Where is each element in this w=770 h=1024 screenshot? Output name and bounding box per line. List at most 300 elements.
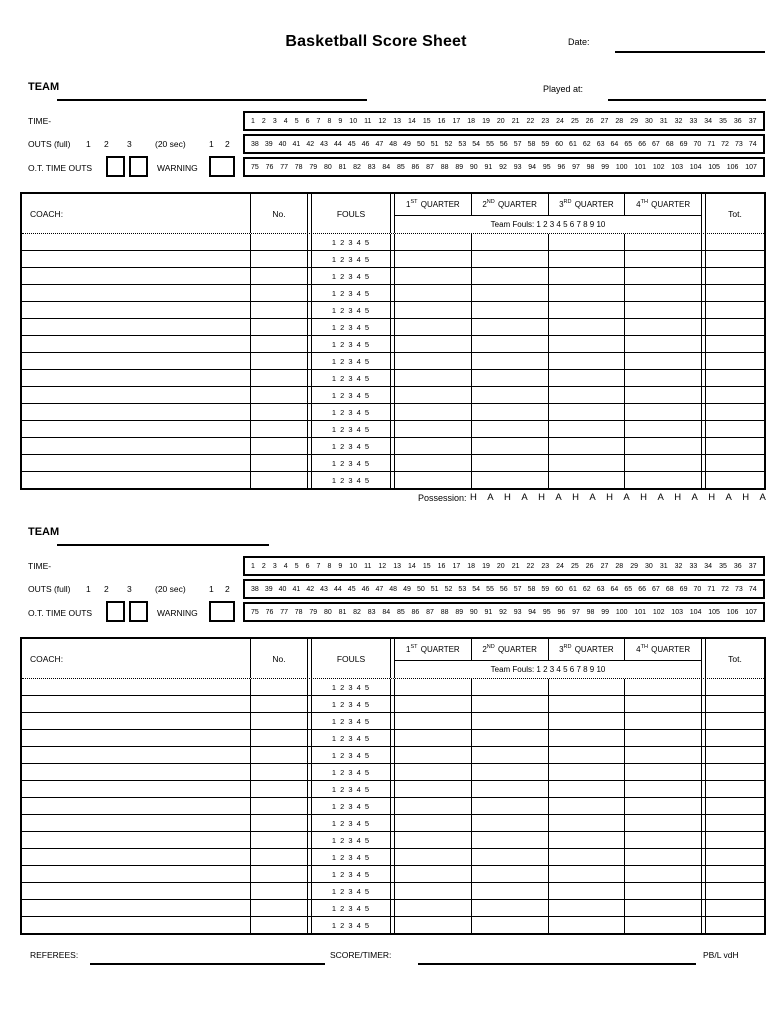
time-number[interactable]: 39 (264, 585, 273, 593)
player-number-cell[interactable] (250, 319, 307, 335)
time-number[interactable]: 58 (527, 140, 536, 148)
outs-full-number-2[interactable]: 2 (104, 584, 109, 594)
quarter-score-cell[interactable] (471, 438, 548, 454)
time-number[interactable]: 102 (652, 608, 665, 616)
player-fouls-cell[interactable]: 1 2 3 4 5 (331, 767, 371, 777)
quarter-score-cell[interactable] (624, 798, 701, 814)
time-number[interactable]: 37 (748, 562, 757, 570)
quarter-score-cell[interactable] (471, 832, 548, 848)
quarter-score-cell[interactable] (548, 251, 625, 267)
time-number[interactable]: 1 (251, 117, 255, 125)
time-number[interactable]: 105 (708, 608, 720, 616)
time-number[interactable]: 17 (452, 117, 461, 125)
player-name-cell[interactable] (22, 285, 250, 301)
time-number[interactable]: 53 (458, 585, 467, 593)
ot-timeout-box-1[interactable] (106, 601, 125, 622)
quarter-score-cell[interactable] (471, 917, 548, 933)
time-number[interactable]: 20 (496, 117, 505, 125)
time-number[interactable]: 80 (323, 163, 332, 171)
quarter-score-cell[interactable] (548, 713, 625, 729)
time-number[interactable]: 18 (467, 562, 476, 570)
player-number-cell[interactable] (250, 302, 307, 318)
possession-letter[interactable]: A (657, 492, 664, 503)
time-number[interactable]: 47 (375, 585, 384, 593)
quarter-score-cell[interactable] (624, 234, 701, 250)
time-number[interactable]: 21 (511, 117, 520, 125)
time-number[interactable]: 77 (280, 608, 288, 616)
time-number[interactable]: 37 (748, 117, 757, 125)
time-number[interactable]: 56 (499, 140, 508, 148)
total-cell[interactable] (706, 302, 764, 318)
player-number-cell[interactable] (250, 679, 307, 695)
quarter-score-cell[interactable] (471, 730, 548, 746)
time-number[interactable]: 85 (396, 608, 405, 616)
quarter-score-cell[interactable] (624, 455, 701, 471)
time-number[interactable]: 12 (378, 562, 387, 570)
quarter-score-cell[interactable] (548, 696, 625, 712)
time-number[interactable]: 18 (467, 117, 476, 125)
quarter-score-cell[interactable] (471, 798, 548, 814)
quarter-score-cell[interactable] (548, 747, 625, 763)
time-number[interactable]: 79 (309, 163, 318, 171)
quarter-score-cell[interactable] (395, 798, 471, 814)
quarter-score-cell[interactable] (548, 285, 625, 301)
time-number[interactable]: 81 (338, 163, 347, 171)
time-number[interactable]: 3 (272, 562, 277, 570)
quarter-score-cell[interactable] (395, 438, 471, 454)
time-number[interactable]: 38 (251, 585, 259, 593)
quarter-score-cell[interactable] (395, 404, 471, 420)
outs-full-number-2[interactable]: 2 (104, 139, 109, 149)
player-fouls-cell[interactable]: 1 2 3 4 5 (331, 733, 371, 743)
time-number[interactable]: 34 (704, 562, 713, 570)
quarter-score-cell[interactable] (624, 370, 701, 386)
time-number[interactable]: 2 (261, 117, 266, 125)
time-number[interactable]: 33 (689, 117, 698, 125)
referees-fill-line[interactable] (90, 963, 325, 965)
player-name-cell[interactable] (22, 438, 250, 454)
time-number[interactable]: 53 (458, 140, 467, 148)
time-number[interactable]: 33 (689, 562, 698, 570)
time-number[interactable]: 13 (393, 117, 402, 125)
player-number-cell[interactable] (250, 798, 307, 814)
quarter-score-cell[interactable] (395, 421, 471, 437)
time-number[interactable]: 41 (292, 140, 301, 148)
time-number[interactable]: 22 (526, 117, 535, 125)
time-number[interactable]: 14 (408, 562, 416, 570)
quarter-score-cell[interactable] (395, 917, 471, 933)
quarter-score-cell[interactable] (395, 696, 471, 712)
quarter-score-cell[interactable] (471, 747, 548, 763)
quarter-score-cell[interactable] (395, 336, 471, 352)
time-number[interactable]: 14 (408, 117, 416, 125)
time-number[interactable]: 92 (499, 608, 507, 616)
time-number[interactable]: 72 (721, 140, 729, 148)
player-number-cell[interactable] (250, 370, 307, 386)
total-cell[interactable] (706, 764, 764, 780)
time-number[interactable]: 57 (513, 585, 522, 593)
possession-letter[interactable]: H (708, 492, 716, 503)
time-number[interactable]: 31 (659, 562, 668, 570)
quarter-score-cell[interactable] (471, 849, 548, 865)
quarter-score-cell[interactable] (471, 883, 548, 899)
time-number[interactable]: 103 (671, 608, 683, 616)
time-number[interactable]: 45 (347, 585, 356, 593)
player-name-cell[interactable] (22, 832, 250, 848)
player-fouls-cell[interactable]: 1 2 3 4 5 (331, 288, 371, 298)
quarter-score-cell[interactable] (395, 883, 471, 899)
player-fouls-cell[interactable]: 1 2 3 4 5 (331, 305, 371, 315)
player-name-cell[interactable] (22, 421, 250, 437)
time-number[interactable]: 103 (671, 163, 683, 171)
time-number[interactable]: 64 (610, 140, 619, 148)
time-number[interactable]: 98 (586, 163, 595, 171)
time-number[interactable]: 27 (600, 117, 609, 125)
time-number[interactable]: 6 (305, 117, 310, 125)
time-number[interactable]: 9 (338, 117, 343, 125)
quarter-score-cell[interactable] (395, 815, 471, 831)
time-number[interactable]: 32 (674, 117, 683, 125)
total-cell[interactable] (706, 696, 764, 712)
time-number[interactable]: 84 (382, 608, 391, 616)
time-number[interactable]: 26 (585, 117, 594, 125)
time-number[interactable]: 87 (426, 163, 434, 171)
time-number[interactable]: 32 (674, 562, 683, 570)
time-number[interactable]: 94 (528, 608, 537, 616)
quarter-score-cell[interactable] (624, 387, 701, 403)
player-number-cell[interactable] (250, 866, 307, 882)
possession-letter[interactable]: A (555, 492, 562, 503)
outs-full-number-1[interactable]: 1 (86, 584, 91, 594)
quarter-score-cell[interactable] (548, 917, 625, 933)
time-number[interactable]: 30 (645, 562, 653, 570)
quarter-score-cell[interactable] (548, 455, 625, 471)
time-number[interactable]: 15 (422, 117, 431, 125)
player-number-cell[interactable] (250, 438, 307, 454)
time-number[interactable]: 85 (396, 163, 405, 171)
time-number[interactable]: 90 (469, 608, 478, 616)
time-number[interactable]: 44 (333, 585, 342, 593)
total-cell[interactable] (706, 832, 764, 848)
quarter-score-cell[interactable] (624, 268, 701, 284)
player-fouls-cell[interactable]: 1 2 3 4 5 (331, 682, 371, 692)
time-number[interactable]: 47 (375, 140, 384, 148)
time-number[interactable]: 36 (733, 117, 742, 125)
player-name-cell[interactable] (22, 764, 250, 780)
quarter-score-cell[interactable] (471, 387, 548, 403)
player-name-cell[interactable] (22, 900, 250, 916)
quarter-score-cell[interactable] (471, 421, 548, 437)
player-name-cell[interactable] (22, 234, 250, 250)
quarter-score-cell[interactable] (548, 679, 625, 695)
quarter-score-cell[interactable] (395, 387, 471, 403)
time-number[interactable]: 43 (320, 140, 328, 148)
player-number-cell[interactable] (250, 472, 307, 488)
time-number[interactable]: 63 (596, 585, 605, 593)
time-number[interactable]: 46 (361, 585, 370, 593)
time-number[interactable]: 59 (541, 140, 550, 148)
player-number-cell[interactable] (250, 251, 307, 267)
quarter-score-cell[interactable] (395, 251, 471, 267)
time-number[interactable]: 13 (393, 562, 402, 570)
player-name-cell[interactable] (22, 696, 250, 712)
player-fouls-cell[interactable]: 1 2 3 4 5 (331, 373, 371, 383)
quarter-score-cell[interactable] (624, 302, 701, 318)
quarter-score-cell[interactable] (624, 764, 701, 780)
quarter-score-cell[interactable] (395, 285, 471, 301)
time-number[interactable]: 106 (726, 163, 739, 171)
time-number[interactable]: 76 (265, 608, 274, 616)
quarter-score-cell[interactable] (624, 730, 701, 746)
total-cell[interactable] (706, 336, 764, 352)
quarter-score-cell[interactable] (548, 438, 625, 454)
time-number[interactable]: 77 (280, 163, 288, 171)
time-number[interactable]: 4 (283, 562, 288, 570)
time-number[interactable]: 90 (469, 163, 478, 171)
total-cell[interactable] (706, 815, 764, 831)
player-number-cell[interactable] (250, 849, 307, 865)
player-name-cell[interactable] (22, 730, 250, 746)
total-cell[interactable] (706, 421, 764, 437)
time-number[interactable]: 66 (638, 140, 646, 148)
quarter-score-cell[interactable] (471, 302, 548, 318)
player-name-cell[interactable] (22, 387, 250, 403)
time-number[interactable]: 75 (251, 163, 259, 171)
time-number[interactable]: 51 (430, 585, 439, 593)
time-number[interactable]: 96 (557, 163, 566, 171)
time-number[interactable]: 25 (570, 117, 579, 125)
time-number[interactable]: 28 (615, 117, 624, 125)
time-number[interactable]: 74 (748, 140, 757, 148)
total-cell[interactable] (706, 679, 764, 695)
quarter-score-cell[interactable] (548, 798, 625, 814)
time-number[interactable]: 3 (272, 117, 277, 125)
quarter-score-cell[interactable] (471, 319, 548, 335)
possession-letter[interactable]: A (623, 492, 630, 503)
player-fouls-cell[interactable]: 1 2 3 4 5 (331, 750, 371, 760)
outs-full-number-3[interactable]: 3 (127, 584, 132, 594)
quarter-score-cell[interactable] (395, 747, 471, 763)
possession-letter[interactable]: H (504, 492, 511, 503)
time-number[interactable]: 95 (542, 608, 551, 616)
player-number-cell[interactable] (250, 883, 307, 899)
time-number[interactable]: 2 (261, 562, 266, 570)
ot-timeout-box-2[interactable] (129, 601, 148, 622)
time-number[interactable]: 65 (624, 140, 633, 148)
quarter-score-cell[interactable] (548, 421, 625, 437)
time-number[interactable]: 40 (278, 585, 287, 593)
time-number[interactable]: 62 (582, 140, 591, 148)
player-fouls-cell[interactable]: 1 2 3 4 5 (331, 390, 371, 400)
outs-full-number-1[interactable]: 1 (86, 139, 91, 149)
time-number[interactable]: 61 (569, 140, 577, 148)
possession-letter[interactable]: A (759, 492, 766, 503)
player-name-cell[interactable] (22, 815, 250, 831)
player-number-cell[interactable] (250, 455, 307, 471)
time-number[interactable]: 69 (679, 140, 688, 148)
total-cell[interactable] (706, 747, 764, 763)
quarter-score-cell[interactable] (471, 679, 548, 695)
possession-letter[interactable]: A (487, 492, 494, 503)
possession-letter[interactable]: A (521, 492, 528, 503)
player-number-cell[interactable] (250, 917, 307, 933)
time-number[interactable]: 80 (323, 608, 332, 616)
time-number[interactable]: 64 (610, 585, 619, 593)
time-number[interactable]: 97 (572, 608, 580, 616)
time-number[interactable]: 49 (403, 140, 411, 148)
time-number[interactable]: 21 (511, 562, 520, 570)
quarter-score-cell[interactable] (395, 832, 471, 848)
time-number[interactable]: 93 (513, 608, 522, 616)
total-cell[interactable] (706, 387, 764, 403)
quarter-score-cell[interactable] (548, 764, 625, 780)
time-number[interactable]: 66 (638, 585, 646, 593)
twenty-sec-number-1[interactable]: 1 (209, 139, 214, 149)
possession-letter[interactable]: H (742, 492, 750, 503)
quarter-score-cell[interactable] (395, 234, 471, 250)
twenty-sec-number-1[interactable]: 1 (209, 584, 214, 594)
time-number[interactable]: 15 (422, 562, 431, 570)
quarter-score-cell[interactable] (471, 455, 548, 471)
quarter-score-cell[interactable] (471, 900, 548, 916)
time-number[interactable]: 16 (437, 562, 446, 570)
time-number[interactable]: 11 (364, 562, 372, 570)
quarter-score-cell[interactable] (624, 866, 701, 882)
player-number-cell[interactable] (250, 234, 307, 250)
time-number[interactable]: 70 (693, 140, 702, 148)
player-number-cell[interactable] (250, 404, 307, 420)
time-number[interactable]: 49 (403, 585, 411, 593)
player-fouls-cell[interactable]: 1 2 3 4 5 (331, 835, 371, 845)
total-cell[interactable] (706, 353, 764, 369)
quarter-score-cell[interactable] (395, 730, 471, 746)
time-number[interactable]: 60 (555, 140, 564, 148)
quarter-score-cell[interactable] (395, 472, 471, 488)
quarter-score-cell[interactable] (548, 832, 625, 848)
player-number-cell[interactable] (250, 764, 307, 780)
possession-letter[interactable]: H (538, 492, 545, 503)
player-name-cell[interactable] (22, 713, 250, 729)
player-number-cell[interactable] (250, 815, 307, 831)
quarter-score-cell[interactable] (471, 404, 548, 420)
quarter-score-cell[interactable] (471, 696, 548, 712)
quarter-score-cell[interactable] (548, 234, 625, 250)
quarter-score-cell[interactable] (548, 866, 625, 882)
quarter-score-cell[interactable] (471, 336, 548, 352)
total-cell[interactable] (706, 900, 764, 916)
player-fouls-cell[interactable]: 1 2 3 4 5 (331, 784, 371, 794)
time-number[interactable]: 35 (719, 117, 727, 125)
player-fouls-cell[interactable]: 1 2 3 4 5 (331, 441, 371, 451)
total-cell[interactable] (706, 455, 764, 471)
time-number[interactable]: 59 (541, 585, 550, 593)
time-number[interactable]: 22 (526, 562, 535, 570)
time-number[interactable]: 78 (294, 163, 303, 171)
time-number[interactable]: 91 (484, 608, 493, 616)
quarter-score-cell[interactable] (624, 679, 701, 695)
player-number-cell[interactable] (250, 730, 307, 746)
time-number[interactable]: 29 (630, 562, 639, 570)
player-name-cell[interactable] (22, 883, 250, 899)
time-number[interactable]: 6 (305, 562, 310, 570)
time-number[interactable]: 93 (513, 163, 522, 171)
quarter-score-cell[interactable] (471, 764, 548, 780)
time-number[interactable]: 63 (596, 140, 605, 148)
total-cell[interactable] (706, 319, 764, 335)
player-number-cell[interactable] (250, 696, 307, 712)
player-fouls-cell[interactable]: 1 2 3 4 5 (331, 356, 371, 366)
quarter-score-cell[interactable] (548, 268, 625, 284)
score-timer-fill-line[interactable] (418, 963, 696, 965)
time-number[interactable]: 61 (569, 585, 577, 593)
quarter-score-cell[interactable] (471, 353, 548, 369)
quarter-score-cell[interactable] (548, 353, 625, 369)
quarter-score-cell[interactable] (395, 268, 471, 284)
quarter-score-cell[interactable] (624, 336, 701, 352)
quarter-score-cell[interactable] (624, 832, 701, 848)
time-number[interactable]: 65 (624, 585, 633, 593)
quarter-score-cell[interactable] (395, 370, 471, 386)
player-number-cell[interactable] (250, 353, 307, 369)
time-number[interactable]: 4 (283, 117, 288, 125)
time-number[interactable]: 43 (320, 585, 328, 593)
time-number[interactable]: 5 (294, 117, 299, 125)
quarter-score-cell[interactable] (548, 781, 625, 797)
player-fouls-cell[interactable]: 1 2 3 4 5 (331, 801, 371, 811)
quarter-score-cell[interactable] (471, 815, 548, 831)
player-name-cell[interactable] (22, 866, 250, 882)
time-number[interactable]: 99 (601, 163, 610, 171)
quarter-score-cell[interactable] (471, 370, 548, 386)
total-cell[interactable] (706, 798, 764, 814)
total-cell[interactable] (706, 251, 764, 267)
quarter-score-cell[interactable] (624, 696, 701, 712)
time-number[interactable]: 86 (411, 163, 420, 171)
time-number[interactable]: 84 (382, 163, 391, 171)
time-number[interactable]: 99 (601, 608, 610, 616)
time-number[interactable]: 78 (294, 608, 303, 616)
player-fouls-cell[interactable]: 1 2 3 4 5 (331, 886, 371, 896)
time-number[interactable]: 67 (652, 585, 660, 593)
possession-letter[interactable]: A (589, 492, 596, 503)
quarter-score-cell[interactable] (395, 781, 471, 797)
quarter-score-cell[interactable] (471, 268, 548, 284)
player-name-cell[interactable] (22, 781, 250, 797)
player-name-cell[interactable] (22, 302, 250, 318)
quarter-score-cell[interactable] (624, 747, 701, 763)
quarter-score-cell[interactable] (395, 764, 471, 780)
time-number[interactable]: 58 (527, 585, 536, 593)
quarter-score-cell[interactable] (624, 815, 701, 831)
player-name-cell[interactable] (22, 336, 250, 352)
quarter-score-cell[interactable] (395, 679, 471, 695)
time-number[interactable]: 102 (652, 163, 665, 171)
time-number[interactable]: 55 (486, 585, 494, 593)
player-name-cell[interactable] (22, 268, 250, 284)
time-number[interactable]: 24 (556, 562, 564, 570)
time-number[interactable]: 89 (455, 163, 464, 171)
quarter-score-cell[interactable] (548, 370, 625, 386)
time-number[interactable]: 86 (411, 608, 420, 616)
player-fouls-cell[interactable]: 1 2 3 4 5 (331, 475, 371, 485)
player-number-cell[interactable] (250, 781, 307, 797)
quarter-score-cell[interactable] (624, 404, 701, 420)
possession-letter[interactable]: A (725, 492, 732, 503)
time-number[interactable]: 52 (444, 585, 453, 593)
time-number[interactable]: 25 (570, 562, 579, 570)
time-number[interactable]: 16 (437, 117, 446, 125)
time-number[interactable]: 73 (734, 140, 743, 148)
